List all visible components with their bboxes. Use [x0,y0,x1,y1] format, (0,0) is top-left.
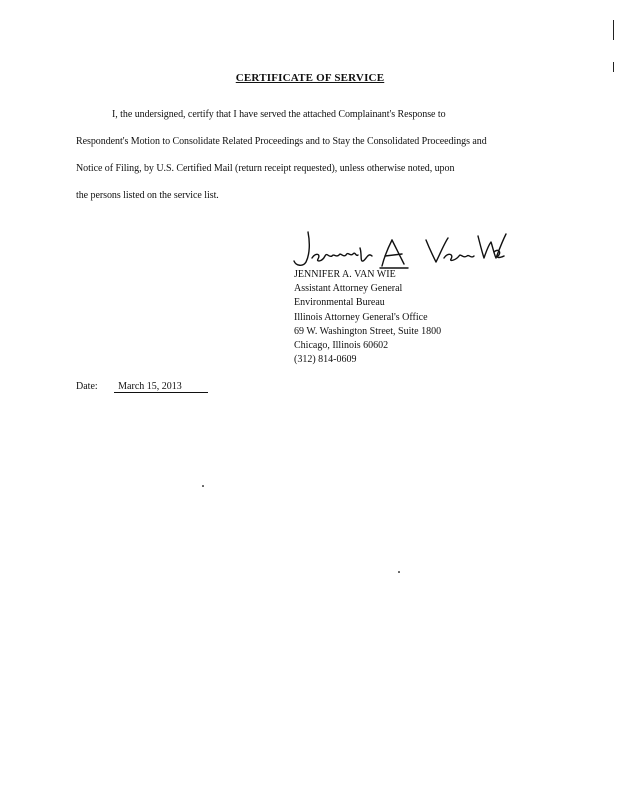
signer-name: JENNIFER A. VAN WIE [294,269,396,280]
certificate-title: CERTIFICATE OF SERVICE [235,72,385,84]
scan-margin-mark [613,62,614,72]
signer-street: 69 W. Washington Street, Suite 1800 [294,325,442,337]
signature-block [294,268,441,367]
signer-phone: (312) 814-0609 [294,354,357,366]
scan-margin-mark [613,20,614,40]
signer-bureau: Environmental Bureau [294,297,385,309]
scan-speck [202,485,204,487]
paragraph-line: the persons listed on the service list. [76,190,219,201]
signer-title: Assistant Attorney General [294,283,403,295]
paragraph-line: Respondent's Motion to Consolidate Related Proceedings and to Stay the Consolidated Proceedings and [76,136,487,147]
date-label: Date: [76,381,98,392]
certificate-paragraph [76,101,546,209]
signer-office: Illinois Attorney General's Office [294,311,428,323]
scan-speck [398,571,400,573]
paragraph-line: I, the undersigned, certify that I have served the attached Complainant's Response to [112,109,446,120]
date-row [76,381,208,393]
date-value: March 15, 2013 [114,381,208,393]
signer-city: Chicago, Illinois 60602 [294,340,389,352]
paragraph-line: Notice of Filing, by U.S. Certified Mail (return receipt requested), unless otherwise noted, upon [76,163,455,174]
